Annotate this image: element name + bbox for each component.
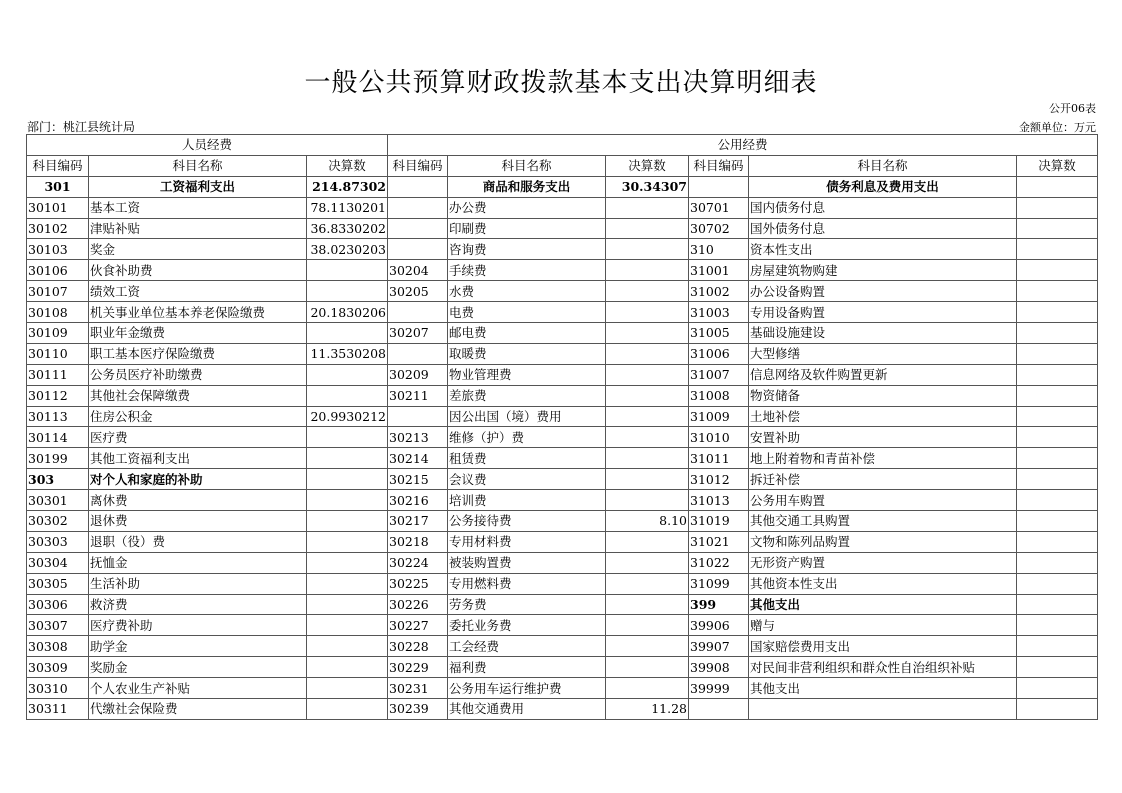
cell-name: 物业管理费 bbox=[448, 364, 606, 385]
cell-amount bbox=[1017, 176, 1098, 197]
cell-name: 基本工资 bbox=[89, 197, 307, 218]
cell-amount bbox=[606, 323, 689, 344]
cell-code: 30102 bbox=[27, 218, 89, 239]
cell-code: 30106 bbox=[27, 260, 89, 281]
cell-amount bbox=[1017, 427, 1098, 448]
table-row bbox=[27, 490, 1098, 511]
cell-amount bbox=[606, 448, 689, 469]
cell-name: 退职（役）费 bbox=[89, 531, 307, 552]
cell-amount bbox=[307, 323, 388, 344]
cell-amount bbox=[606, 469, 689, 490]
cell-amount bbox=[1017, 699, 1098, 720]
cell-name: 救济费 bbox=[89, 594, 307, 615]
cell-amount bbox=[307, 573, 388, 594]
table-row bbox=[27, 636, 1098, 657]
cell-code bbox=[388, 406, 448, 427]
cell-code: 31011 bbox=[689, 448, 749, 469]
cell-name: 专用燃料费 bbox=[448, 573, 606, 594]
cell-name: 会议费 bbox=[448, 469, 606, 490]
cell-amount bbox=[606, 260, 689, 281]
cell-amount bbox=[606, 615, 689, 636]
cell-code: 30231 bbox=[388, 678, 448, 699]
cell-code: 30701 bbox=[689, 197, 749, 218]
cell-code: 30302 bbox=[27, 511, 89, 532]
cell-amount bbox=[307, 699, 388, 720]
cell-amount bbox=[1017, 364, 1098, 385]
cell-name: 拆迁补偿 bbox=[749, 469, 1017, 490]
table-row bbox=[27, 323, 1098, 344]
cell-code: 30205 bbox=[388, 281, 448, 302]
cell-code: 31002 bbox=[689, 281, 749, 302]
cell-amount bbox=[606, 406, 689, 427]
cell-name: 公务用车购置 bbox=[749, 490, 1017, 511]
table-row bbox=[27, 197, 1098, 218]
cell-name: 电费 bbox=[448, 302, 606, 323]
col-header: 科目编码 bbox=[388, 155, 448, 176]
cell-name: 奖励金 bbox=[89, 657, 307, 678]
cell-code: 30303 bbox=[27, 531, 89, 552]
column-header-row bbox=[27, 155, 1098, 176]
cell-amount bbox=[307, 511, 388, 532]
cell-code: 30310 bbox=[27, 678, 89, 699]
cell-code: 310 bbox=[689, 239, 749, 260]
cell-code: 31012 bbox=[689, 469, 749, 490]
table-row bbox=[27, 573, 1098, 594]
cell-amount bbox=[1017, 260, 1098, 281]
cell-amount bbox=[1017, 615, 1098, 636]
table-row bbox=[27, 448, 1098, 469]
cell-name: 咨询费 bbox=[448, 239, 606, 260]
cell-name: 抚恤金 bbox=[89, 552, 307, 573]
cell-name: 其他支出 bbox=[749, 594, 1017, 615]
col-header: 科目名称 bbox=[89, 155, 307, 176]
cell-amount: 8.10 bbox=[606, 511, 689, 532]
cell-name: 绩效工资 bbox=[89, 281, 307, 302]
cell-amount bbox=[1017, 469, 1098, 490]
cell-name: 国外债务付息 bbox=[749, 218, 1017, 239]
cell-name: 伙食补助费 bbox=[89, 260, 307, 281]
table-row bbox=[27, 176, 1098, 197]
cell-name: 赠与 bbox=[749, 615, 1017, 636]
cell-amount bbox=[606, 364, 689, 385]
cell-name: 无形资产购置 bbox=[749, 552, 1017, 573]
table-row bbox=[27, 657, 1098, 678]
cell-code: 31007 bbox=[689, 364, 749, 385]
cell-amount bbox=[307, 448, 388, 469]
cell-code: 31022 bbox=[689, 552, 749, 573]
group-public: 公用经费 bbox=[388, 135, 1098, 156]
cell-code: 30304 bbox=[27, 552, 89, 573]
cell-name: 退休费 bbox=[89, 511, 307, 532]
cell-name: 津贴补贴 bbox=[89, 218, 307, 239]
cell-amount bbox=[307, 594, 388, 615]
cell-name: 职业年金缴费 bbox=[89, 323, 307, 344]
cell-name: 国家赔偿费用支出 bbox=[749, 636, 1017, 657]
table-row bbox=[27, 531, 1098, 552]
cell-code: 30226 bbox=[388, 594, 448, 615]
amount-unit: 金额单位：万元 bbox=[1019, 121, 1096, 134]
cell-code: 30111 bbox=[27, 364, 89, 385]
cell-name: 公务接待费 bbox=[448, 511, 606, 532]
cell-code: 30113 bbox=[27, 406, 89, 427]
cell-amount bbox=[1017, 511, 1098, 532]
cell-amount: 38.0230203 bbox=[307, 239, 388, 260]
cell-amount bbox=[307, 552, 388, 573]
cell-code: 399 bbox=[689, 594, 749, 615]
cell-name: 大型修缮 bbox=[749, 343, 1017, 364]
cell-name: 取暖费 bbox=[448, 343, 606, 364]
cell-code: 30107 bbox=[27, 281, 89, 302]
cell-amount bbox=[307, 260, 388, 281]
cell-amount bbox=[606, 636, 689, 657]
cell-name: 个人农业生产补贴 bbox=[89, 678, 307, 699]
cell-amount bbox=[606, 239, 689, 260]
cell-code: 31013 bbox=[689, 490, 749, 511]
cell-amount bbox=[606, 218, 689, 239]
cell-name: 安置补助 bbox=[749, 427, 1017, 448]
cell-amount: 78.1130201 bbox=[307, 197, 388, 218]
cell-name: 专用材料费 bbox=[448, 531, 606, 552]
cell-code: 39907 bbox=[689, 636, 749, 657]
department-label: 部门：桃江县统计局 bbox=[27, 120, 136, 134]
cell-amount bbox=[307, 657, 388, 678]
cell-name: 工会经费 bbox=[448, 636, 606, 657]
table-row bbox=[27, 699, 1098, 720]
cell-amount bbox=[1017, 594, 1098, 615]
cell-amount: 214.87302 bbox=[307, 176, 388, 197]
table-row bbox=[27, 594, 1098, 615]
group-header-row bbox=[27, 135, 1098, 156]
cell-name: 办公设备购置 bbox=[749, 281, 1017, 302]
cell-name: 手续费 bbox=[448, 260, 606, 281]
cell-name: 工资福利支出 bbox=[89, 176, 307, 197]
cell-code bbox=[388, 176, 448, 197]
cell-amount bbox=[307, 678, 388, 699]
table-row bbox=[27, 678, 1098, 699]
cell-code: 31006 bbox=[689, 343, 749, 364]
col-header: 决算数 bbox=[606, 155, 689, 176]
cell-name: 国内债务付息 bbox=[749, 197, 1017, 218]
cell-code bbox=[689, 176, 749, 197]
cell-name: 物资储备 bbox=[749, 385, 1017, 406]
cell-code: 30101 bbox=[27, 197, 89, 218]
cell-code: 30199 bbox=[27, 448, 89, 469]
cell-code: 301 bbox=[27, 176, 89, 197]
cell-name: 基础设施建设 bbox=[749, 323, 1017, 344]
cell-name: 其他社会保障缴费 bbox=[89, 385, 307, 406]
cell-amount bbox=[307, 615, 388, 636]
table-row bbox=[27, 302, 1098, 323]
cell-amount bbox=[606, 531, 689, 552]
cell-amount bbox=[307, 364, 388, 385]
cell-code: 30217 bbox=[388, 511, 448, 532]
table-row bbox=[27, 552, 1098, 573]
cell-name: 办公费 bbox=[448, 197, 606, 218]
cell-name: 水费 bbox=[448, 281, 606, 302]
cell-amount bbox=[606, 573, 689, 594]
col-header: 科目编码 bbox=[27, 155, 89, 176]
cell-code: 30215 bbox=[388, 469, 448, 490]
cell-code: 30218 bbox=[388, 531, 448, 552]
cell-code: 30308 bbox=[27, 636, 89, 657]
cell-code: 31001 bbox=[689, 260, 749, 281]
cell-name: 差旅费 bbox=[448, 385, 606, 406]
cell-name: 专用设备购置 bbox=[749, 302, 1017, 323]
cell-name: 对个人和家庭的补助 bbox=[89, 469, 307, 490]
cell-amount bbox=[1017, 197, 1098, 218]
cell-amount bbox=[1017, 678, 1098, 699]
col-header: 科目编码 bbox=[689, 155, 749, 176]
cell-amount: 20.9930212 bbox=[307, 406, 388, 427]
cell-name: 对民间非营利组织和群众性自治组织补贴 bbox=[749, 657, 1017, 678]
cell-code: 31009 bbox=[689, 406, 749, 427]
form-number: 公开06表 bbox=[1049, 102, 1096, 115]
cell-name: 助学金 bbox=[89, 636, 307, 657]
cell-amount bbox=[307, 281, 388, 302]
cell-code: 39908 bbox=[689, 657, 749, 678]
cell-amount bbox=[606, 281, 689, 302]
cell-amount bbox=[307, 490, 388, 511]
cell-code: 31021 bbox=[689, 531, 749, 552]
cell-code: 30103 bbox=[27, 239, 89, 260]
cell-code: 30216 bbox=[388, 490, 448, 511]
page-title: 一般公共预算财政拨款基本支出决算明细表 bbox=[304, 68, 818, 98]
cell-name: 劳务费 bbox=[448, 594, 606, 615]
cell-name: 地上附着物和青苗补偿 bbox=[749, 448, 1017, 469]
cell-amount bbox=[307, 531, 388, 552]
cell-code bbox=[689, 699, 749, 720]
cell-code bbox=[388, 343, 448, 364]
table-row bbox=[27, 406, 1098, 427]
cell-code: 39906 bbox=[689, 615, 749, 636]
cell-amount bbox=[1017, 448, 1098, 469]
cell-code: 30224 bbox=[388, 552, 448, 573]
cell-code: 303 bbox=[27, 469, 89, 490]
cell-name: 商品和服务支出 bbox=[448, 176, 606, 197]
cell-name: 医疗费补助 bbox=[89, 615, 307, 636]
cell-name: 福利费 bbox=[448, 657, 606, 678]
cell-amount bbox=[307, 469, 388, 490]
cell-name: 其他工资福利支出 bbox=[89, 448, 307, 469]
cell-amount bbox=[307, 385, 388, 406]
table-row bbox=[27, 281, 1098, 302]
cell-code bbox=[388, 239, 448, 260]
cell-code: 31005 bbox=[689, 323, 749, 344]
cell-name: 离休费 bbox=[89, 490, 307, 511]
table-row bbox=[27, 615, 1098, 636]
cell-name: 公务用车运行维护费 bbox=[448, 678, 606, 699]
cell-code: 30114 bbox=[27, 427, 89, 448]
cell-amount bbox=[1017, 218, 1098, 239]
cell-name bbox=[749, 699, 1017, 720]
expenditure-table bbox=[26, 134, 1098, 720]
cell-name: 医疗费 bbox=[89, 427, 307, 448]
cell-code bbox=[388, 302, 448, 323]
cell-code: 30225 bbox=[388, 573, 448, 594]
cell-code: 30214 bbox=[388, 448, 448, 469]
cell-name: 土地补偿 bbox=[749, 406, 1017, 427]
table-row bbox=[27, 364, 1098, 385]
cell-code: 30213 bbox=[388, 427, 448, 448]
cell-name: 代缴社会保险费 bbox=[89, 699, 307, 720]
cell-amount bbox=[1017, 343, 1098, 364]
cell-name: 职工基本医疗保险缴费 bbox=[89, 343, 307, 364]
cell-name: 机关事业单位基本养老保险缴费 bbox=[89, 302, 307, 323]
cell-code: 31099 bbox=[689, 573, 749, 594]
cell-code: 30204 bbox=[388, 260, 448, 281]
cell-name: 其他交通费用 bbox=[448, 699, 606, 720]
cell-name: 信息网络及软件购置更新 bbox=[749, 364, 1017, 385]
cell-code: 30301 bbox=[27, 490, 89, 511]
cell-code: 39999 bbox=[689, 678, 749, 699]
cell-code: 30239 bbox=[388, 699, 448, 720]
cell-code: 31003 bbox=[689, 302, 749, 323]
col-header: 科目名称 bbox=[448, 155, 606, 176]
cell-amount bbox=[606, 197, 689, 218]
cell-name: 因公出国（境）费用 bbox=[448, 406, 606, 427]
group-personnel: 人员经费 bbox=[27, 135, 388, 156]
cell-code: 30207 bbox=[388, 323, 448, 344]
cell-amount bbox=[1017, 573, 1098, 594]
table-row bbox=[27, 385, 1098, 406]
cell-amount bbox=[606, 427, 689, 448]
cell-code: 30227 bbox=[388, 615, 448, 636]
col-header: 科目名称 bbox=[749, 155, 1017, 176]
cell-name: 租赁费 bbox=[448, 448, 606, 469]
cell-name: 印刷费 bbox=[448, 218, 606, 239]
cell-name: 其他资本性支出 bbox=[749, 573, 1017, 594]
cell-code: 30211 bbox=[388, 385, 448, 406]
cell-amount: 11.3530208 bbox=[307, 343, 388, 364]
cell-code: 30307 bbox=[27, 615, 89, 636]
cell-code: 31010 bbox=[689, 427, 749, 448]
cell-name: 生活补助 bbox=[89, 573, 307, 594]
table-row bbox=[27, 343, 1098, 364]
cell-code: 30109 bbox=[27, 323, 89, 344]
cell-name: 被装购置费 bbox=[448, 552, 606, 573]
cell-name: 资本性支出 bbox=[749, 239, 1017, 260]
cell-name: 文物和陈列品购置 bbox=[749, 531, 1017, 552]
cell-amount: 20.1830206 bbox=[307, 302, 388, 323]
table-row bbox=[27, 469, 1098, 490]
cell-name: 委托业务费 bbox=[448, 615, 606, 636]
cell-name: 维修（护）费 bbox=[448, 427, 606, 448]
cell-amount bbox=[1017, 531, 1098, 552]
cell-amount bbox=[1017, 239, 1098, 260]
cell-amount bbox=[1017, 406, 1098, 427]
cell-name: 培训费 bbox=[448, 490, 606, 511]
cell-amount bbox=[606, 490, 689, 511]
cell-amount bbox=[1017, 657, 1098, 678]
cell-code: 30305 bbox=[27, 573, 89, 594]
cell-amount bbox=[606, 385, 689, 406]
cell-code: 30228 bbox=[388, 636, 448, 657]
cell-amount bbox=[1017, 490, 1098, 511]
cell-code: 30309 bbox=[27, 657, 89, 678]
cell-amount bbox=[1017, 385, 1098, 406]
cell-code: 30229 bbox=[388, 657, 448, 678]
col-header: 决算数 bbox=[1017, 155, 1098, 176]
cell-name: 奖金 bbox=[89, 239, 307, 260]
cell-code: 31019 bbox=[689, 511, 749, 532]
cell-code: 30306 bbox=[27, 594, 89, 615]
cell-code bbox=[388, 197, 448, 218]
cell-code: 30110 bbox=[27, 343, 89, 364]
cell-code: 30311 bbox=[27, 699, 89, 720]
cell-amount bbox=[606, 678, 689, 699]
cell-name: 住房公积金 bbox=[89, 406, 307, 427]
cell-code bbox=[388, 218, 448, 239]
cell-amount bbox=[1017, 281, 1098, 302]
table-row bbox=[27, 218, 1098, 239]
cell-amount bbox=[606, 594, 689, 615]
cell-amount bbox=[1017, 552, 1098, 573]
cell-amount bbox=[1017, 323, 1098, 344]
cell-code: 31008 bbox=[689, 385, 749, 406]
cell-amount bbox=[1017, 302, 1098, 323]
table-row bbox=[27, 260, 1098, 281]
cell-amount bbox=[307, 636, 388, 657]
table-row bbox=[27, 239, 1098, 260]
cell-code: 30702 bbox=[689, 218, 749, 239]
cell-amount bbox=[606, 552, 689, 573]
cell-amount bbox=[606, 657, 689, 678]
table-row bbox=[27, 511, 1098, 532]
cell-amount bbox=[307, 427, 388, 448]
cell-amount bbox=[606, 302, 689, 323]
table-row bbox=[27, 427, 1098, 448]
cell-amount bbox=[606, 343, 689, 364]
cell-code: 30108 bbox=[27, 302, 89, 323]
cell-name: 债务利息及费用支出 bbox=[749, 176, 1017, 197]
cell-name: 其他支出 bbox=[749, 678, 1017, 699]
cell-name: 邮电费 bbox=[448, 323, 606, 344]
cell-name: 其他交通工具购置 bbox=[749, 511, 1017, 532]
cell-name: 公务员医疗补助缴费 bbox=[89, 364, 307, 385]
cell-code: 30209 bbox=[388, 364, 448, 385]
cell-amount: 36.8330202 bbox=[307, 218, 388, 239]
col-header: 决算数 bbox=[307, 155, 388, 176]
cell-amount bbox=[1017, 636, 1098, 657]
cell-code: 30112 bbox=[27, 385, 89, 406]
cell-amount: 30.34307 bbox=[606, 176, 689, 197]
cell-name: 房屋建筑物购建 bbox=[749, 260, 1017, 281]
cell-amount: 11.28 bbox=[606, 699, 689, 720]
